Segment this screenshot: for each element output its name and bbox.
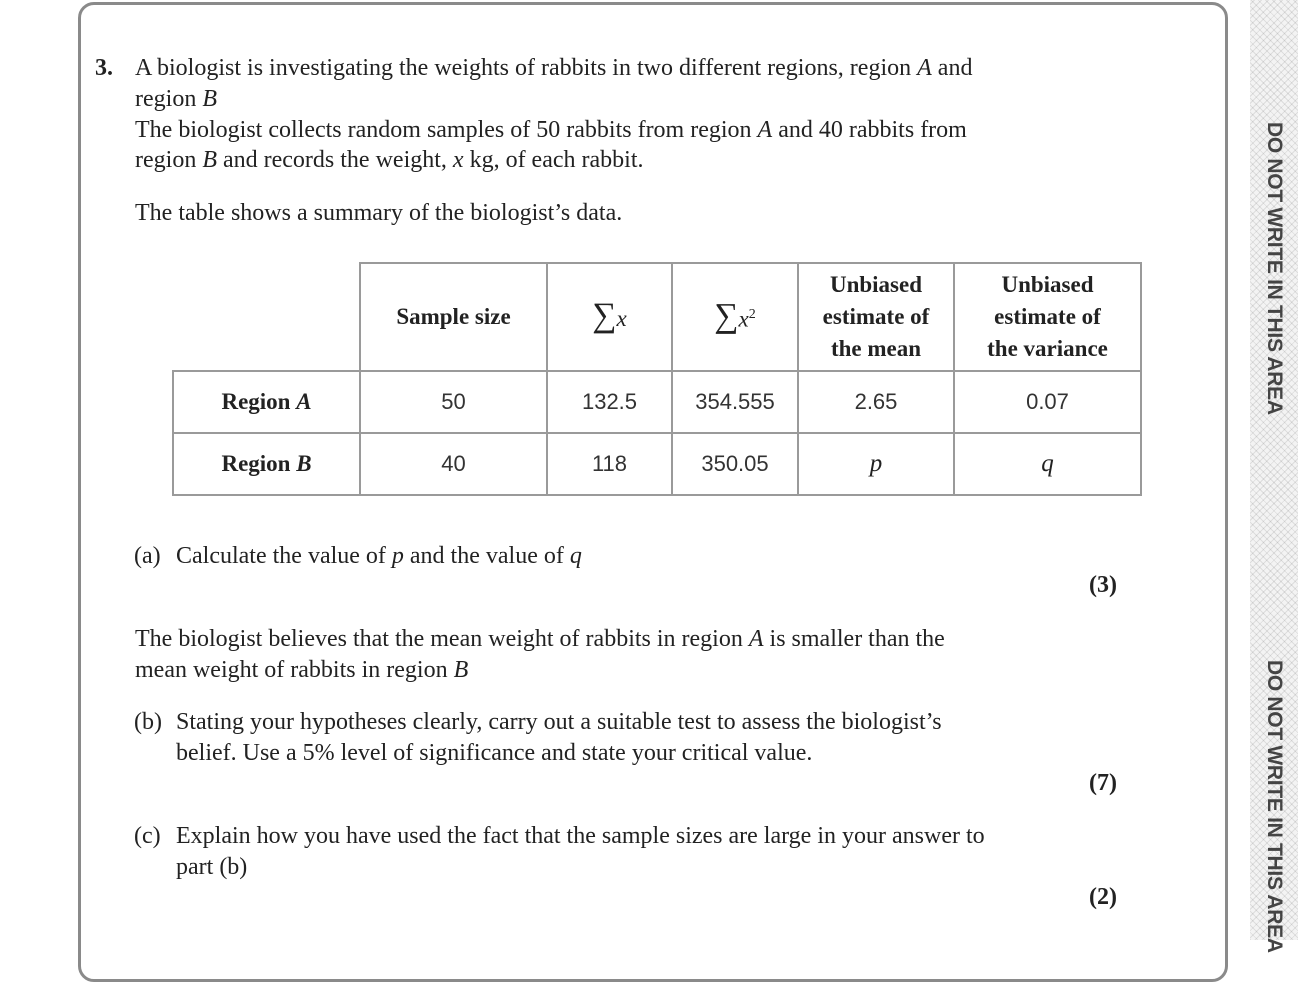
cell-sum-x2-a: 354.555	[672, 371, 798, 433]
summary-table	[172, 262, 1142, 496]
header-sum-x: ∑x	[547, 263, 672, 371]
intro-line-4: region B and records the weight, x kg, of each rabbit.	[135, 147, 644, 173]
question-number: 3.	[95, 55, 113, 81]
table-corner	[173, 263, 360, 371]
part-c-line-2: part (b)	[176, 854, 248, 880]
part-a-text: Calculate the value of p and the value of q	[176, 543, 582, 569]
cell-variance-b: q	[954, 433, 1141, 495]
margin-strip	[1250, 0, 1298, 953]
cell-n-b: 40	[360, 433, 547, 495]
row-label-region-a: Region A	[173, 371, 360, 433]
header-sample-size: Sample size	[360, 263, 547, 371]
part-c-marks: (2)	[1089, 884, 1117, 910]
part-b-marks: (7)	[1089, 770, 1117, 796]
row-label-region-b: Region B	[173, 433, 360, 495]
header-variance-estimate: Unbiased estimate of the variance	[954, 263, 1141, 371]
table-row-region-a	[173, 371, 1141, 433]
table-caption: The table shows a summary of the biologist’s data.	[135, 200, 623, 226]
part-a-label: (a)	[134, 543, 161, 569]
belief-line-2: mean weight of rabbits in region B	[135, 657, 469, 683]
cell-mean-b: p	[798, 433, 954, 495]
cell-n-a: 50	[360, 371, 547, 433]
cell-variance-a: 0.07	[954, 371, 1141, 433]
belief-line-1: The biologist believes that the mean weight of rabbits in region A is smaller than the	[135, 626, 945, 652]
do-not-write-label-bottom: DO NOT WRITE IN THIS AREA	[1263, 660, 1286, 953]
part-b-line-2: belief. Use a 5% level of significance and state your critical value.	[176, 740, 813, 766]
part-a-marks: (3)	[1089, 572, 1117, 598]
part-b-label: (b)	[134, 709, 162, 735]
cell-sum-x-a: 132.5	[547, 371, 672, 433]
cell-sum-x2-b: 350.05	[672, 433, 798, 495]
part-c-label: (c)	[134, 823, 161, 849]
header-sum-x-squared: $\sum x^2$	[672, 263, 798, 371]
intro-line-1: A biologist is investigating the weights of rabbits in two different regions, region A and	[135, 55, 973, 81]
part-b-line-1: Stating your hypotheses clearly, carry out a suitable test to assess the biologist’s	[176, 709, 942, 735]
part-c-line-1: Explain how you have used the fact that the sample sizes are large in your answer to	[176, 823, 985, 849]
cell-sum-x-b: 118	[547, 433, 672, 495]
table-row-region-b	[173, 433, 1141, 495]
cell-mean-a: 2.65	[798, 371, 954, 433]
intro-line-2: region B	[135, 86, 217, 112]
intro-line-3: The biologist collects random samples of 50 rabbits from region A and 40 rabbits from	[135, 117, 967, 143]
header-mean-estimate: Unbiased estimate of the mean	[798, 263, 954, 371]
do-not-write-label-top: DO NOT WRITE IN THIS AREA	[1263, 122, 1286, 415]
